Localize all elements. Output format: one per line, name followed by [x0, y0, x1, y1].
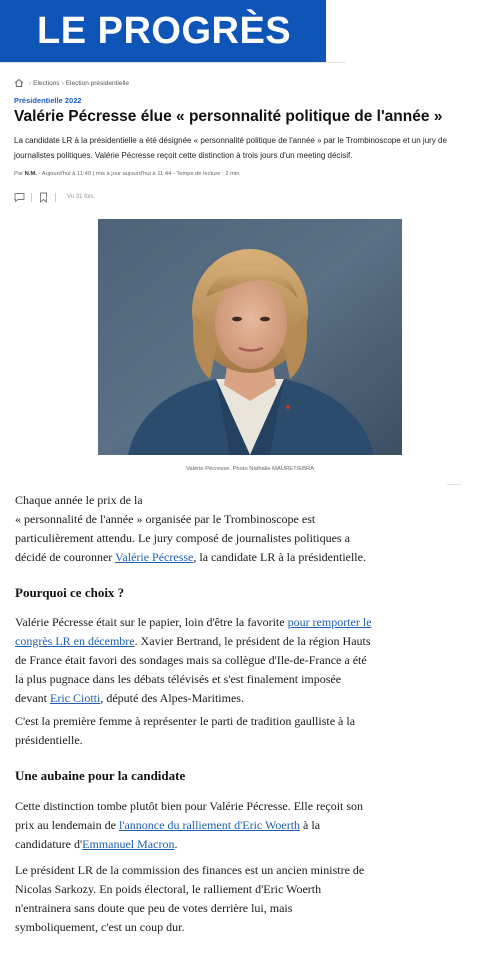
masthead[interactable] — [0, 0, 326, 62]
breadcrumb-separator: › — [29, 79, 32, 87]
sidebar-rule — [447, 484, 461, 485]
article-headline: Valérie Pécresse élue « personnalité politique de l'année » — [14, 108, 443, 125]
link-eric-ciotti[interactable]: Eric Ciotti — [50, 691, 101, 705]
article-category[interactable]: Présidentielle 2022 — [14, 96, 82, 105]
paragraph-text: Cette distinction tombe plutôt bien pour Valérie Pécresse. Elle reçoit son prix au lendemain de — [15, 799, 364, 832]
breadcrumb-separator: › — [61, 79, 64, 87]
paragraph-text: . Xavier Bertrand, le président de la région Hauts de France était favori des sondages mais sa collègue d'Ile-de-France a été la plus pugnace dans les débats télévisés et s'est finalement imposée devant — [15, 634, 371, 705]
article-paragraph — [15, 613, 375, 708]
view-count: Vu 31 fois — [67, 194, 94, 200]
link-ralliement-eric-woerth[interactable]: l'annonce du ralliement d'Eric Woerth — [118, 818, 301, 832]
article-photo[interactable] — [98, 219, 402, 455]
comment-icon[interactable] — [14, 192, 25, 203]
byline-reading-time: - Temps de lecture : 2 min — [172, 171, 240, 177]
paragraph-text: , la candidate LR à la présidentielle. — [193, 550, 366, 564]
site-logo[interactable]: LE PROGRÈS — [37, 10, 292, 52]
section-heading: Pourquoi ce choix ? — [15, 585, 125, 600]
header-divider — [0, 62, 346, 63]
article-actions — [14, 191, 93, 203]
actions-divider — [55, 193, 56, 202]
byline-published: - Aujourd'hui à 11:40 — [38, 171, 92, 177]
paragraph-text: « personnalité de l'année » organisée par le Trombinoscope est particulièrement attendu. Le jury composé de journalistes politiques a décidé de couronner — [15, 512, 350, 564]
article-paragraph: C'est la première femme à représenter le parti de tradition gaulliste à la présidentielle. — [15, 714, 356, 747]
byline-author: N.M. — [24, 171, 37, 177]
breadcrumb-election-presidentielle[interactable]: Election présidentielle — [65, 79, 129, 87]
link-valerie-pecresse[interactable]: Valérie Pécresse — [115, 550, 194, 564]
link-emmanuel-macron[interactable]: Emmanuel Macron — [82, 837, 175, 851]
breadcrumb-elections[interactable]: Elections — [33, 79, 60, 87]
photo-caption: Valérie Pécresse. Photo Nathalie MAURET/EBRA — [185, 466, 315, 472]
paragraph-text: Valérie Pécresse était sur le papier, loin d'être la favorite — [15, 615, 288, 629]
bookmark-icon[interactable] — [38, 192, 49, 203]
breadcrumb — [14, 77, 129, 89]
article-paragraph — [15, 797, 375, 854]
byline-updated: | mis à jour aujourd'hui à 11:44 — [92, 171, 172, 177]
link-congres-lr[interactable]: pour remporter le congrès LR en décembre — [15, 615, 372, 648]
paragraph-text: à la candidature d' — [15, 818, 321, 851]
actions-divider — [31, 193, 32, 202]
paragraph-text: . — [174, 837, 178, 851]
paragraph-text: Chaque année le prix de la — [15, 493, 143, 507]
article-paragraph: Le président LR de la commission des finances est un ancien ministre de Nicolas Sarkozy. En poids électoral, le ralliement d'Eric Woerth n'entrainera sans doute que peu de votes derrière lui, mais symboliquement, c'est un coup dur. — [15, 863, 365, 934]
article-byline — [14, 171, 240, 177]
byline-prefix: Par — [14, 171, 24, 177]
article-paragraph — [15, 491, 375, 567]
section-heading: Une aubaine pour la candidate — [15, 768, 186, 783]
article-lead: La candidate LR à la présidentielle a été désignée « personnalité politique de l'année » par le Trombinoscope et un jury de journalistes politiques. Valérie Pécresse reçoit cette distinction à trois jours d'un meeting décisif. — [14, 136, 447, 160]
home-icon[interactable] — [14, 78, 24, 88]
paragraph-text: , député des Alpes-Maritimes. — [100, 691, 244, 705]
